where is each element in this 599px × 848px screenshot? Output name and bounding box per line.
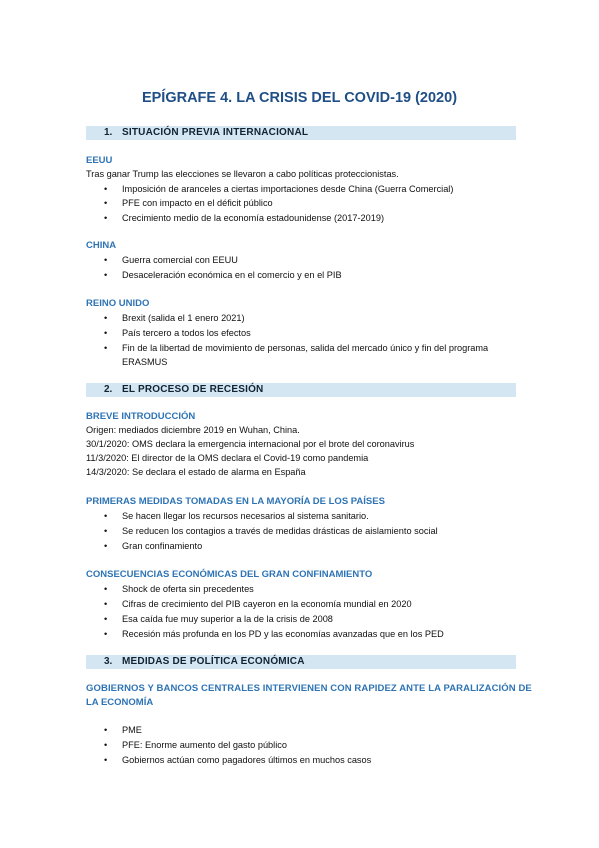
section-number: 1. [104, 127, 113, 138]
bullet-icon: • [104, 343, 108, 353]
bullet-icon: • [104, 328, 108, 338]
section-band-2 [86, 383, 516, 397]
bullet-icon: • [104, 526, 108, 536]
section-label: SITUACIÓN PREVIA INTERNACIONAL [122, 127, 309, 138]
bullet-icon: • [104, 599, 108, 609]
bullet-icon: • [104, 740, 108, 750]
section-number: 2. [104, 384, 113, 395]
bullet-icon: • [104, 198, 108, 208]
subheading-consecuencias: CONSECUENCIAS ECONÓMICAS DEL GRAN CONFINAMIENTO [86, 569, 373, 580]
bullet-icon: • [104, 270, 108, 280]
bullet-icon: • [104, 511, 108, 521]
bullet-icon: • [104, 614, 108, 624]
paragraph-line: 11/3/2020: El director de la OMS declara el Covid-19 como pandemia [86, 453, 369, 463]
paragraph-line: Origen: mediados diciembre 2019 en Wuhan, China. [86, 425, 300, 435]
bullet-icon: • [104, 313, 108, 323]
subheading-gobiernos-cont: LA ECONOMÍA [86, 697, 154, 708]
subheading-breve-introduccion: BREVE INTRODUCCIÓN [86, 411, 196, 422]
subheading-eeuu: EEUU [86, 155, 113, 166]
paragraph-line: 30/1/2020: OMS declara la emergencia internacional por el brote del coronavirus [86, 439, 415, 449]
page-title: EPÍGRAFE 4. LA CRISIS DEL COVID-19 (2020) [141, 90, 458, 106]
section-band-3 [86, 655, 516, 669]
document-page: EPÍGRAFE 4. LA CRISIS DEL COVID-19 (2020) 1. SITUACIÓN PREVIA INTERNACIONAL EEUU Tras ganar Trump las elecciones se llevaron a cabo políticas proteccionistas. • Imposición de aranceles a ciertas importaciones desde China (Guerra Comercial) • PFE con impacto en el déficit público • Crecimiento medio de la economía estadounidense (2017-2019) CHINA • Guerra comercial con EEUU • Desaceleración económica en el comercio y en el PIB REINO UNIDO • Brexit (salida el 1 enero 2021) • País tercero a todos los efectos • Fin de la libertad de movimiento de personas, salida del mercado único y fin del programa ERASMUS 2. EL PROCESO DE RECESIÓN BREVE INTRODUCCIÓN Origen: mediados diciembre 2019 en Wuhan, China. 30/1/2020: OMS declara la emergencia internacional por el brote del coronavirus 11/3/2020: El director de la OMS declara el Covid-19 como pandemia 14/3/2020: Se declara el estado de alarma en España PRIMERAS MEDIDAS TOMADAS EN LA MAYORÍA DE LOS PAÍSES • Se hacen llegar los recursos necesarios al sistema sanitario. • Se reducen los contagios a través de medidas drásticas de aislamiento social • Gran confinamiento CONSECUENCIAS ECONÓMICAS DEL GRAN CONFINAMIENTO • Shock de oferta sin precedentes • Cifras de crecimiento del PIB cayeron en la economía mundial en 2020 • Esa caída fue muy superior a la de la crisis de 2008 • Recesión más profunda en los PD y las economías avanzadas que en los PED 3. MEDIDAS DE POLÍTICA ECONÓMICA GOBIERNOS Y BANCOS CENTRALES INTERVIENEN CON RAPIDEZ ANTE LA PARALIZACIÓN DE LA ECONOMÍA • PME • PFE: Enorme aumento del gasto público • Gobiernos actúan como pagadores últimos en muchos casos [0, 0, 599, 848]
section-label: EL PROCESO DE RECESIÓN [122, 384, 264, 395]
bullet-icon: • [104, 184, 108, 194]
section-band-1 [86, 126, 516, 140]
section-number: 3. [104, 656, 113, 667]
bullet-icon: • [104, 629, 108, 639]
subheading-primeras-medidas: PRIMERAS MEDIDAS TOMADAS EN LA MAYORÍA DE LOS PAÍSES [86, 496, 385, 507]
bullet-icon: • [104, 584, 108, 594]
subheading-gobiernos: GOBIERNOS Y BANCOS CENTRALES INTERVIENEN CON RAPIDEZ ANTE LA PARALIZACIÓN DE [86, 683, 532, 694]
subheading-china: CHINA [86, 240, 117, 251]
bullet-icon: • [104, 541, 108, 551]
section-label: MEDIDAS DE POLÍTICA ECONÓMICA [122, 656, 305, 667]
bullet-icon: • [104, 255, 108, 265]
paragraph-eeuu: Tras ganar Trump las elecciones se llevaron a cabo políticas proteccionistas. [86, 169, 399, 179]
subheading-reino-unido: REINO UNIDO [86, 298, 150, 309]
bullet-icon: • [104, 725, 108, 735]
bullet-icon: • [104, 213, 108, 223]
paragraph-line: 14/3/2020: Se declara el estado de alarma en España [86, 467, 306, 477]
bullet-icon: • [104, 755, 108, 765]
